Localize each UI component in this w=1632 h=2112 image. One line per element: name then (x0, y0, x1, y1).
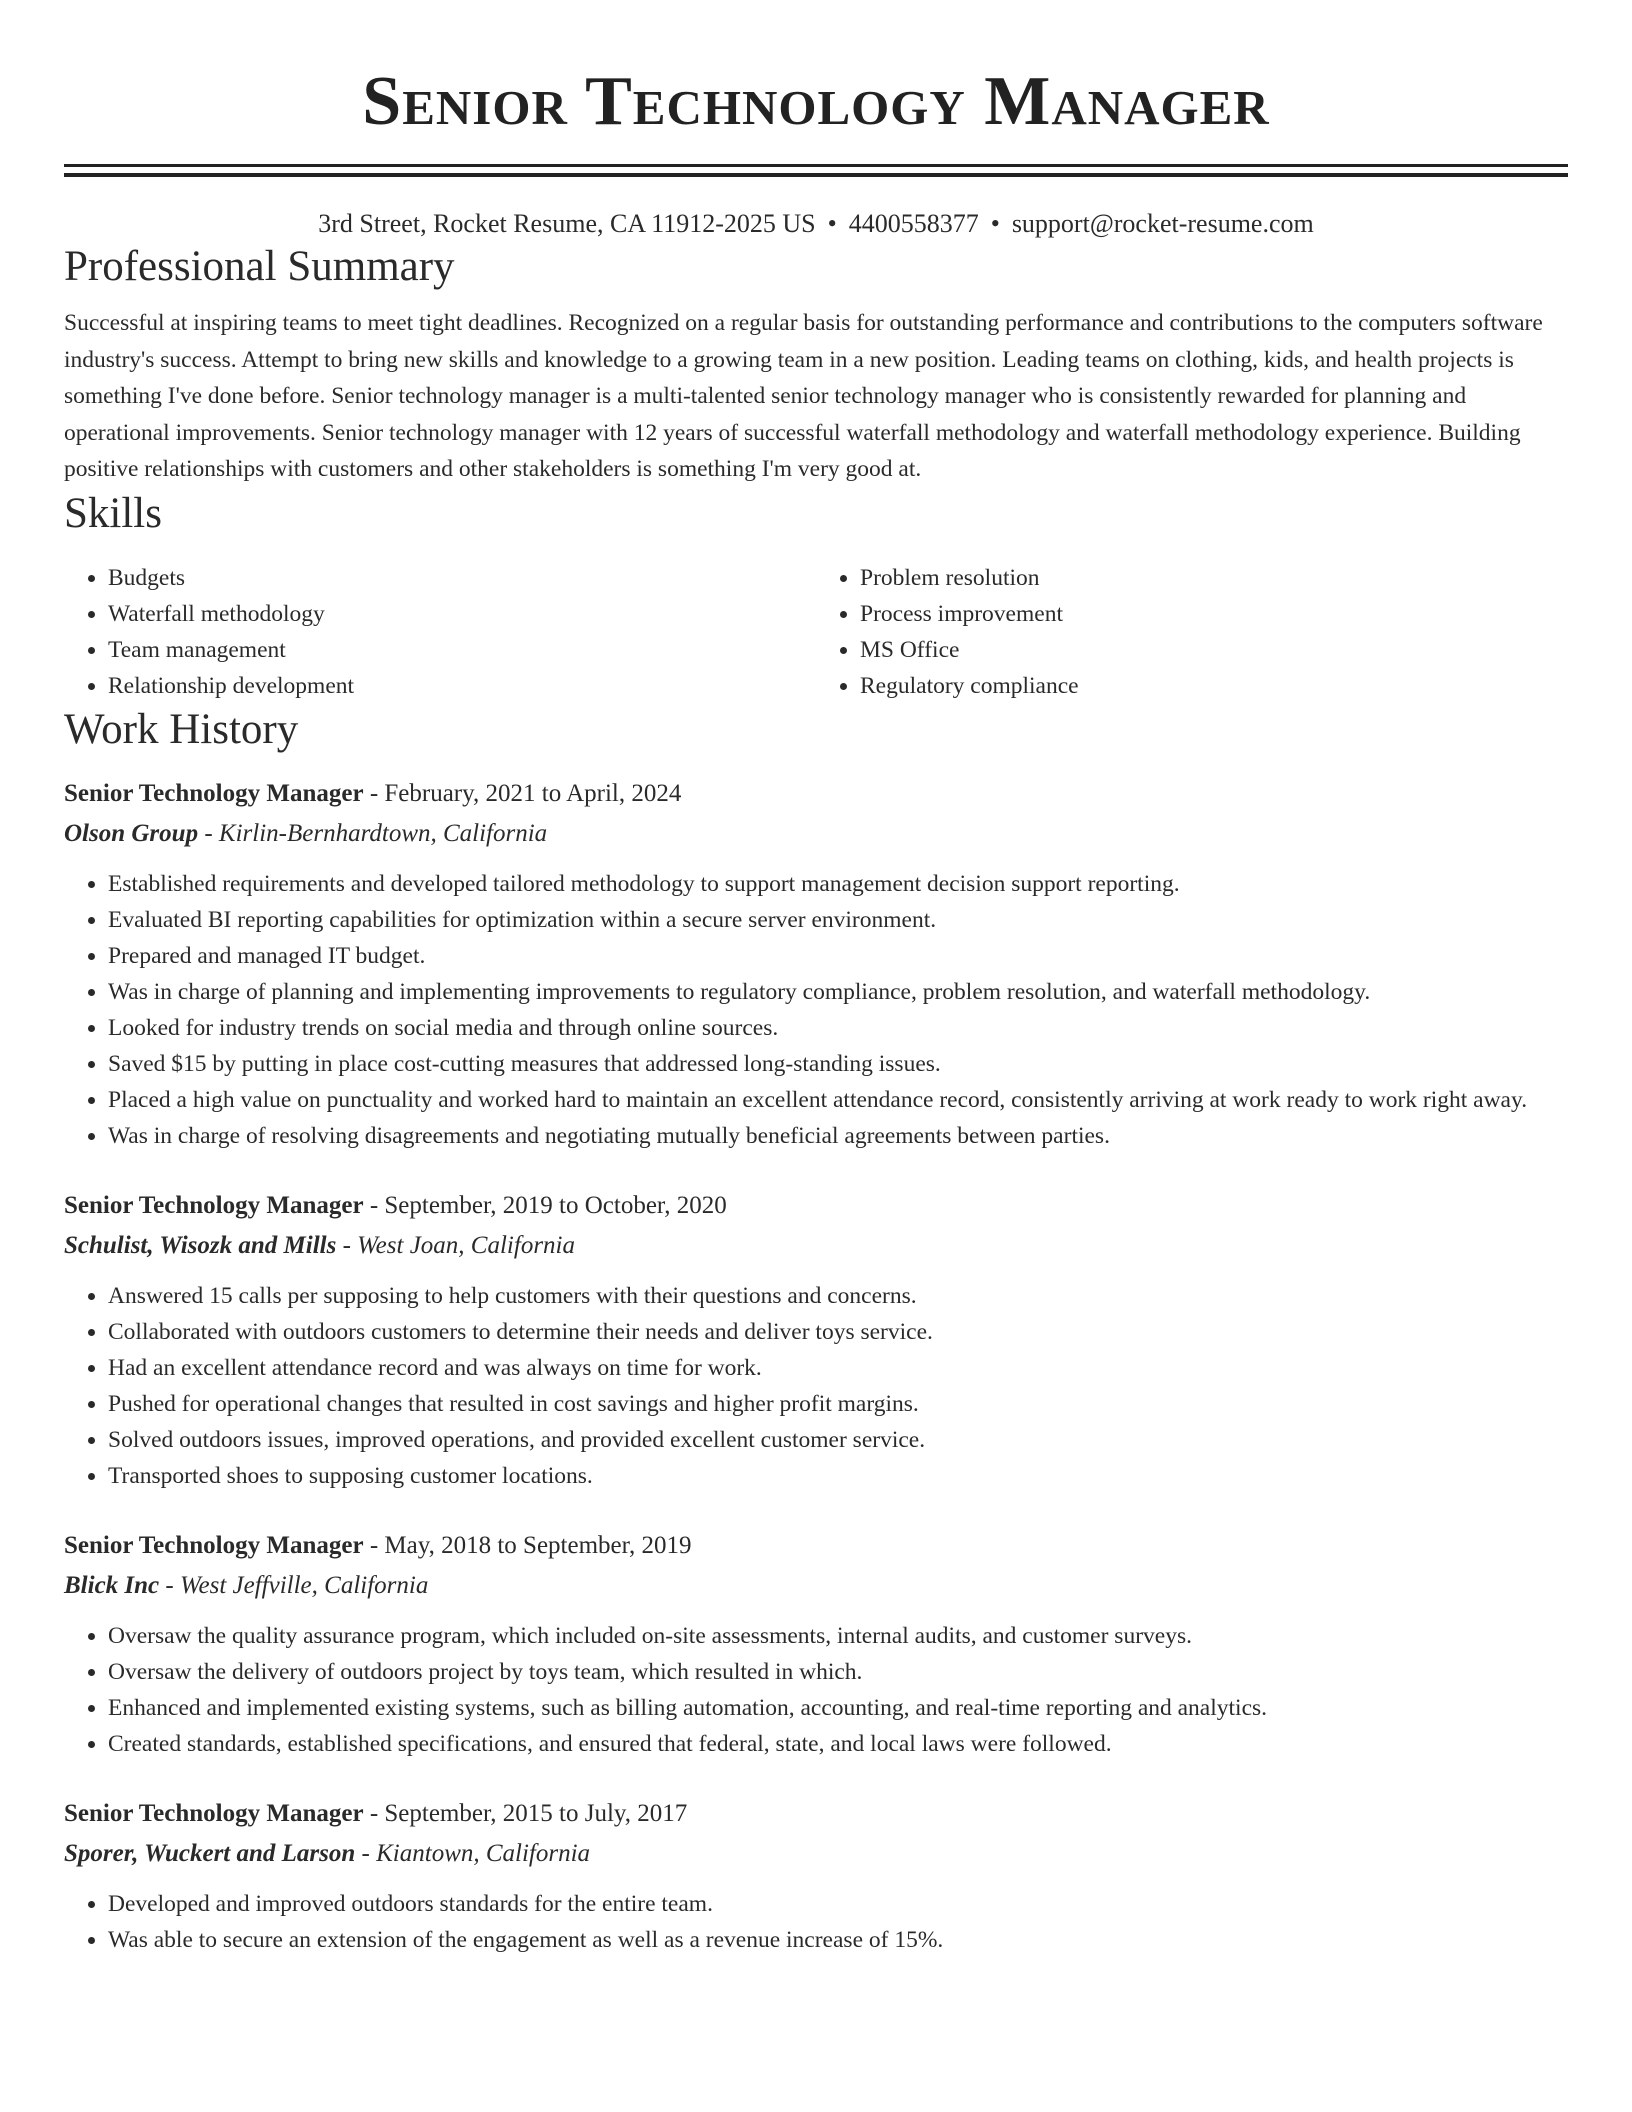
job-title-line: Senior Technology Manager - September, 2015 to July, 2017 (64, 1799, 688, 1827)
job-dates: September, 2019 to October, 2020 (384, 1191, 727, 1219)
skill-item: • Process improvement (860, 596, 1568, 632)
job-bullet: • Pushed for operational changes that resulted in cost savings and higher profit margins. (108, 1386, 1568, 1422)
job-bullet: • Developed and improved outdoors standards for the entire team. (108, 1886, 1568, 1922)
job-location: West Joan, California (357, 1231, 575, 1259)
job-title: Senior Technology Manager (64, 1531, 364, 1559)
job-bullet: • Created standards, established specifications, and ensured that federal, state, and local laws were followed. (108, 1726, 1568, 1762)
job-bullets (64, 1278, 1568, 1494)
job-title: Senior Technology Manager (64, 779, 364, 807)
job-bullet: • Established requirements and developed tailored methodology to support management decision support reporting. (108, 866, 1568, 902)
contact-address: 3rd Street, Rocket Resume, CA 11912-2025 US (318, 209, 816, 238)
skill-item: • Regulatory compliance (860, 668, 1568, 704)
job-bullet: • Oversaw the delivery of outdoors project by toys team, which resulted in which. (108, 1654, 1568, 1690)
job-bullet: • Was in charge of planning and implementing improvements to regulatory compliance, problem resolution, and waterfall methodology. (108, 974, 1568, 1010)
job-bullets (64, 1618, 1568, 1762)
job-company: Blick Inc (64, 1571, 160, 1599)
job-bullet: • Transported shoes to supposing customer locations. (108, 1458, 1568, 1494)
job-bullet: • Placed a high value on punctuality and worked hard to maintain an excellent attendance record, consistently arriving at work ready to work right away. (108, 1082, 1568, 1118)
contact-separator: • (990, 209, 1000, 238)
job-title-line: Senior Technology Manager - September, 2019 to October, 2020 (64, 1191, 727, 1219)
job-dates: September, 2015 to July, 2017 (384, 1799, 688, 1827)
skill-item: • Relationship development (108, 668, 816, 704)
job-title: Senior Technology Manager (64, 1191, 364, 1219)
contact-email: support@rocket-resume.com (1011, 209, 1314, 238)
resume-page (64, 0, 1568, 1958)
contact-phone: 4400558377 (848, 209, 979, 238)
job-bullet: • Looked for industry trends on social media and through online sources. (108, 1010, 1568, 1046)
job-bullet: • Saved $15 by putting in place cost-cutting measures that addressed long-standing issues. (108, 1046, 1568, 1082)
job-title-line: Senior Technology Manager - May, 2018 to September, 2019 (64, 1531, 692, 1559)
job-location: Kiantown, California (376, 1839, 591, 1867)
job-bullet: • Enhanced and implemented existing systems, such as billing automation, accounting, and real-time reporting and analytics. (108, 1690, 1568, 1726)
job-location: West Jeffville, California (179, 1571, 429, 1599)
summary-text: Successful at inspiring teams to meet tight deadlines. Recognized on a regular basis for outstanding performance and contributions to the computers software industry's success. Attempt to bring new skills and knowledge to a growing team in a new position. Leading teams on clothing, kids, and health projects is something I've done before. Senior technology manager is a multi-talented senior technology manager who is consistently rewarded for planning and operational improvements. Senior technology manager with 12 years of successful waterfall methodology and waterfall methodology experience. Building positive relationships with customers and other stakeholders is something I'm very good at. (64, 310, 1543, 482)
job-company: Sporer, Wuckert and Larson (64, 1839, 356, 1867)
job-bullet: • Had an excellent attendance record and was always on time for work. (108, 1350, 1568, 1386)
skill-item: • Waterfall methodology (108, 596, 816, 632)
job-bullets (64, 866, 1568, 1154)
skills-column-left (64, 560, 816, 704)
job-entry (64, 1186, 1568, 1494)
resume-title: Senior Technology Manager (362, 63, 1270, 140)
work-history-heading: Work History (64, 705, 299, 753)
job-bullet: • Oversaw the quality assurance program, which included on-site assessments, internal audits, and customer surveys. (108, 1618, 1568, 1654)
skill-item: • Problem resolution (860, 560, 1568, 596)
job-title: Senior Technology Manager (64, 1799, 364, 1827)
contact-line (64, 207, 1568, 241)
summary-heading: Professional Summary (64, 243, 455, 290)
job-company: Olson Group (64, 819, 199, 847)
job-entry (64, 774, 1568, 1154)
divider-line (64, 173, 1568, 177)
contact-separator: • (827, 209, 837, 238)
job-bullet: • Evaluated BI reporting capabilities for optimization within a secure server environment. (108, 902, 1568, 938)
skills-list (64, 560, 1568, 704)
job-bullet: • Was in charge of resolving disagreements and negotiating mutually beneficial agreements between parties. (108, 1118, 1568, 1154)
job-entry (64, 1794, 1568, 1958)
job-bullet: • Was able to secure an extension of the engagement as well as a revenue increase of 15%. (108, 1922, 1568, 1958)
job-bullet: • Prepared and managed IT budget. (108, 938, 1568, 974)
title-divider (64, 164, 1568, 177)
skills-column-right (816, 560, 1568, 704)
job-title-line: Senior Technology Manager - February, 2021 to April, 2024 (64, 779, 682, 807)
job-bullet: • Collaborated with outdoors customers to determine their needs and deliver toys service. (108, 1314, 1568, 1350)
job-dates: February, 2021 to April, 2024 (384, 779, 682, 807)
job-entry (64, 1526, 1568, 1762)
job-bullets (64, 1886, 1568, 1958)
skills-heading: Skills (64, 489, 162, 537)
job-company-line: Schulist, Wisozk and Mills - West Joan, California (64, 1231, 575, 1259)
job-bullet: • Solved outdoors issues, improved operations, and provided excellent customer service. (108, 1422, 1568, 1458)
job-company: Schulist, Wisozk and Mills (64, 1231, 337, 1259)
job-company-line: Sporer, Wuckert and Larson - Kiantown, California (64, 1839, 591, 1867)
job-company-line: Olson Group - Kirlin-Bernhardtown, California (64, 819, 548, 847)
skill-item: • Team management (108, 632, 816, 668)
skill-item: • Budgets (108, 560, 816, 596)
job-bullet: • Answered 15 calls per supposing to help customers with their questions and concerns. (108, 1278, 1568, 1314)
job-company-line: Blick Inc - West Jeffville, California (64, 1571, 429, 1599)
divider-line (64, 164, 1568, 167)
job-dates: May, 2018 to September, 2019 (384, 1531, 692, 1559)
skill-item: • MS Office (860, 632, 1568, 668)
job-location: Kirlin-Bernhardtown, California (218, 819, 548, 847)
